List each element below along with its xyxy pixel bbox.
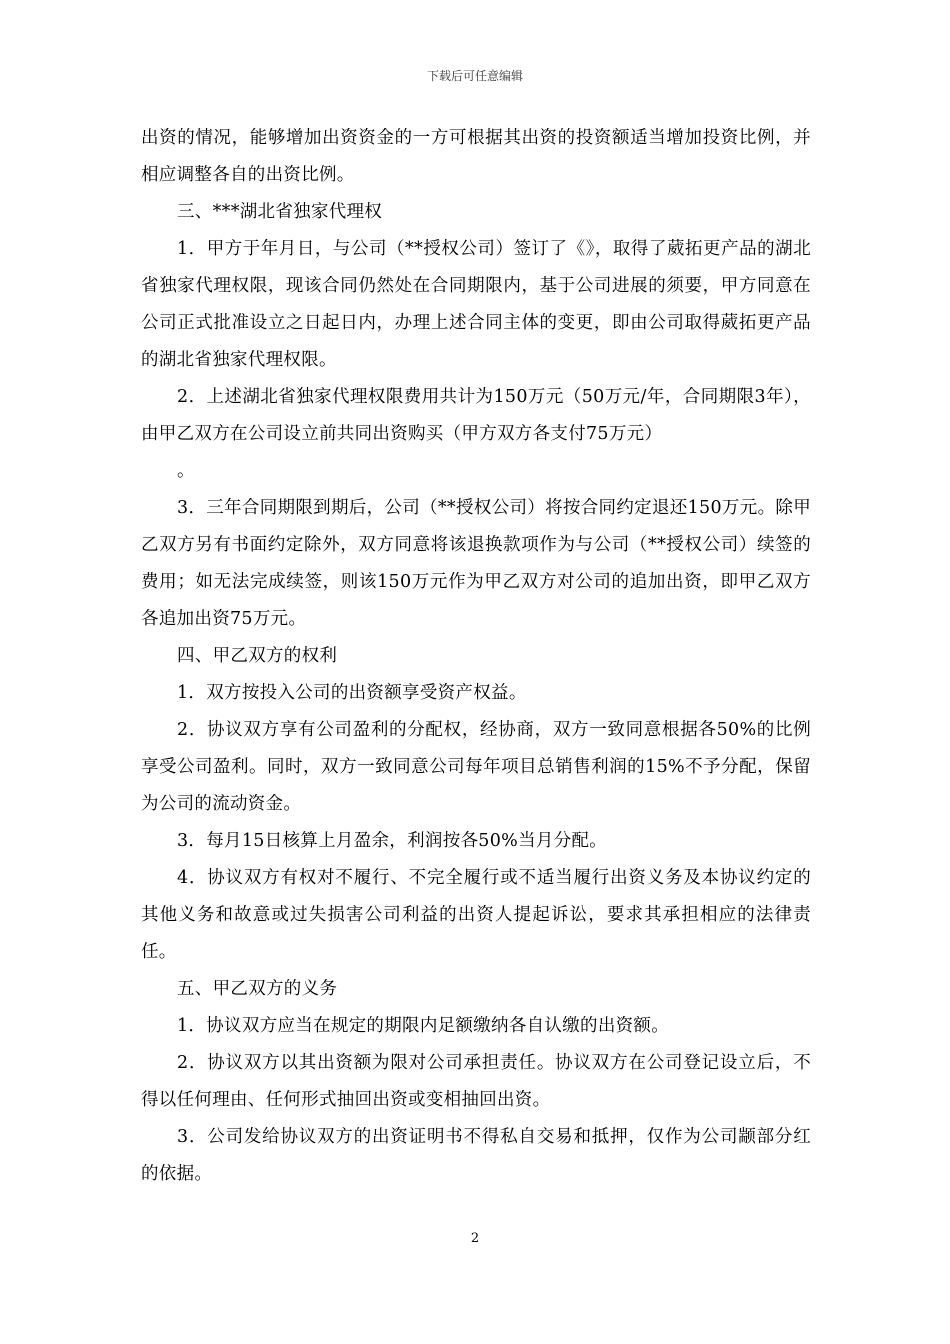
paragraph: 3．公司发给协议双方的出资证明书不得私自交易和抵押，仅作为公司颛部分红的依据。 bbox=[141, 1127, 811, 1184]
paragraph: 1．双方按投入公司的出资额享受资产权益。 bbox=[177, 683, 527, 703]
section-heading-4: 四、甲乙双方的权利 bbox=[177, 646, 338, 666]
paragraph: 1．甲方于年月日，与公司（**授权公司）签订了《》，取得了葳拓更产品的湖北省独家代理权限，现该合同仍然处在合同期限内，基于公司进展的须要，甲方同意在公司正式批准设立之日起日内，办理上述合同主体的变更，即由公司取得葳拓更产品的湖北省独家代理权限。 bbox=[141, 239, 811, 370]
paragraph: 出资的情况，能够增加出资资金的一方可根据其出资的投资额适当增加投资比例，并相应调整各自的出资比例。 bbox=[141, 128, 811, 185]
paragraph: 3．每月15日核算上月盈余，利润按各50%当月分配。 bbox=[177, 831, 608, 851]
paragraph: 4．协议双方有权对不履行、不完全履行或不适当履行出资义务及本协议约定的其他义务和故意或过失损害公司利益的出资人提起诉讼，要求其承担相应的法律责任。 bbox=[141, 868, 811, 962]
section-heading-5: 五、甲乙双方的义务 bbox=[177, 979, 338, 999]
paragraph: 。 bbox=[177, 461, 195, 481]
paragraph: 2．上述湖北省独家代理权限费用共计为150万元（50万元/年，合同期限3年），由甲乙双方在公司设立前共同出资购买（甲方双方各支付75万元） bbox=[141, 387, 811, 444]
paragraph: 2．协议双方享有公司盈利的分配权，经协商，双方一致同意根据各50%的比例享受公司盈利。同时，双方一致同意公司每年项目总销售利润的15%不予分配，保留为公司的流动资金。 bbox=[141, 720, 811, 814]
document-body bbox=[141, 120, 811, 1193]
paragraph: 3．三年合同期限到期后，公司（**授权公司）将按合同约定退还150万元。除甲乙双方另有书面约定除外，双方同意将该退换款项作为与公司（**授权公司）续签的费用；如无法完成续签，则该150万元作为甲乙双方对公司的追加出资，即甲乙双方各追加出资75万元。 bbox=[141, 498, 811, 629]
page-number: 2 bbox=[470, 1231, 480, 1246]
section-heading-3: 三、***湖北省独家代理权 bbox=[177, 202, 383, 222]
paragraph: 2．协议双方以其出资额为限对公司承担责任。协议双方在公司登记设立后，不得以任何理由、任何形式抽回出资或变相抽回出资。 bbox=[141, 1053, 811, 1110]
page-header-note: 下载后可任意编辑 bbox=[426, 69, 523, 83]
paragraph: 1．协议双方应当在规定的期限内足额缴纳各自认缴的出资额。 bbox=[177, 1016, 670, 1036]
